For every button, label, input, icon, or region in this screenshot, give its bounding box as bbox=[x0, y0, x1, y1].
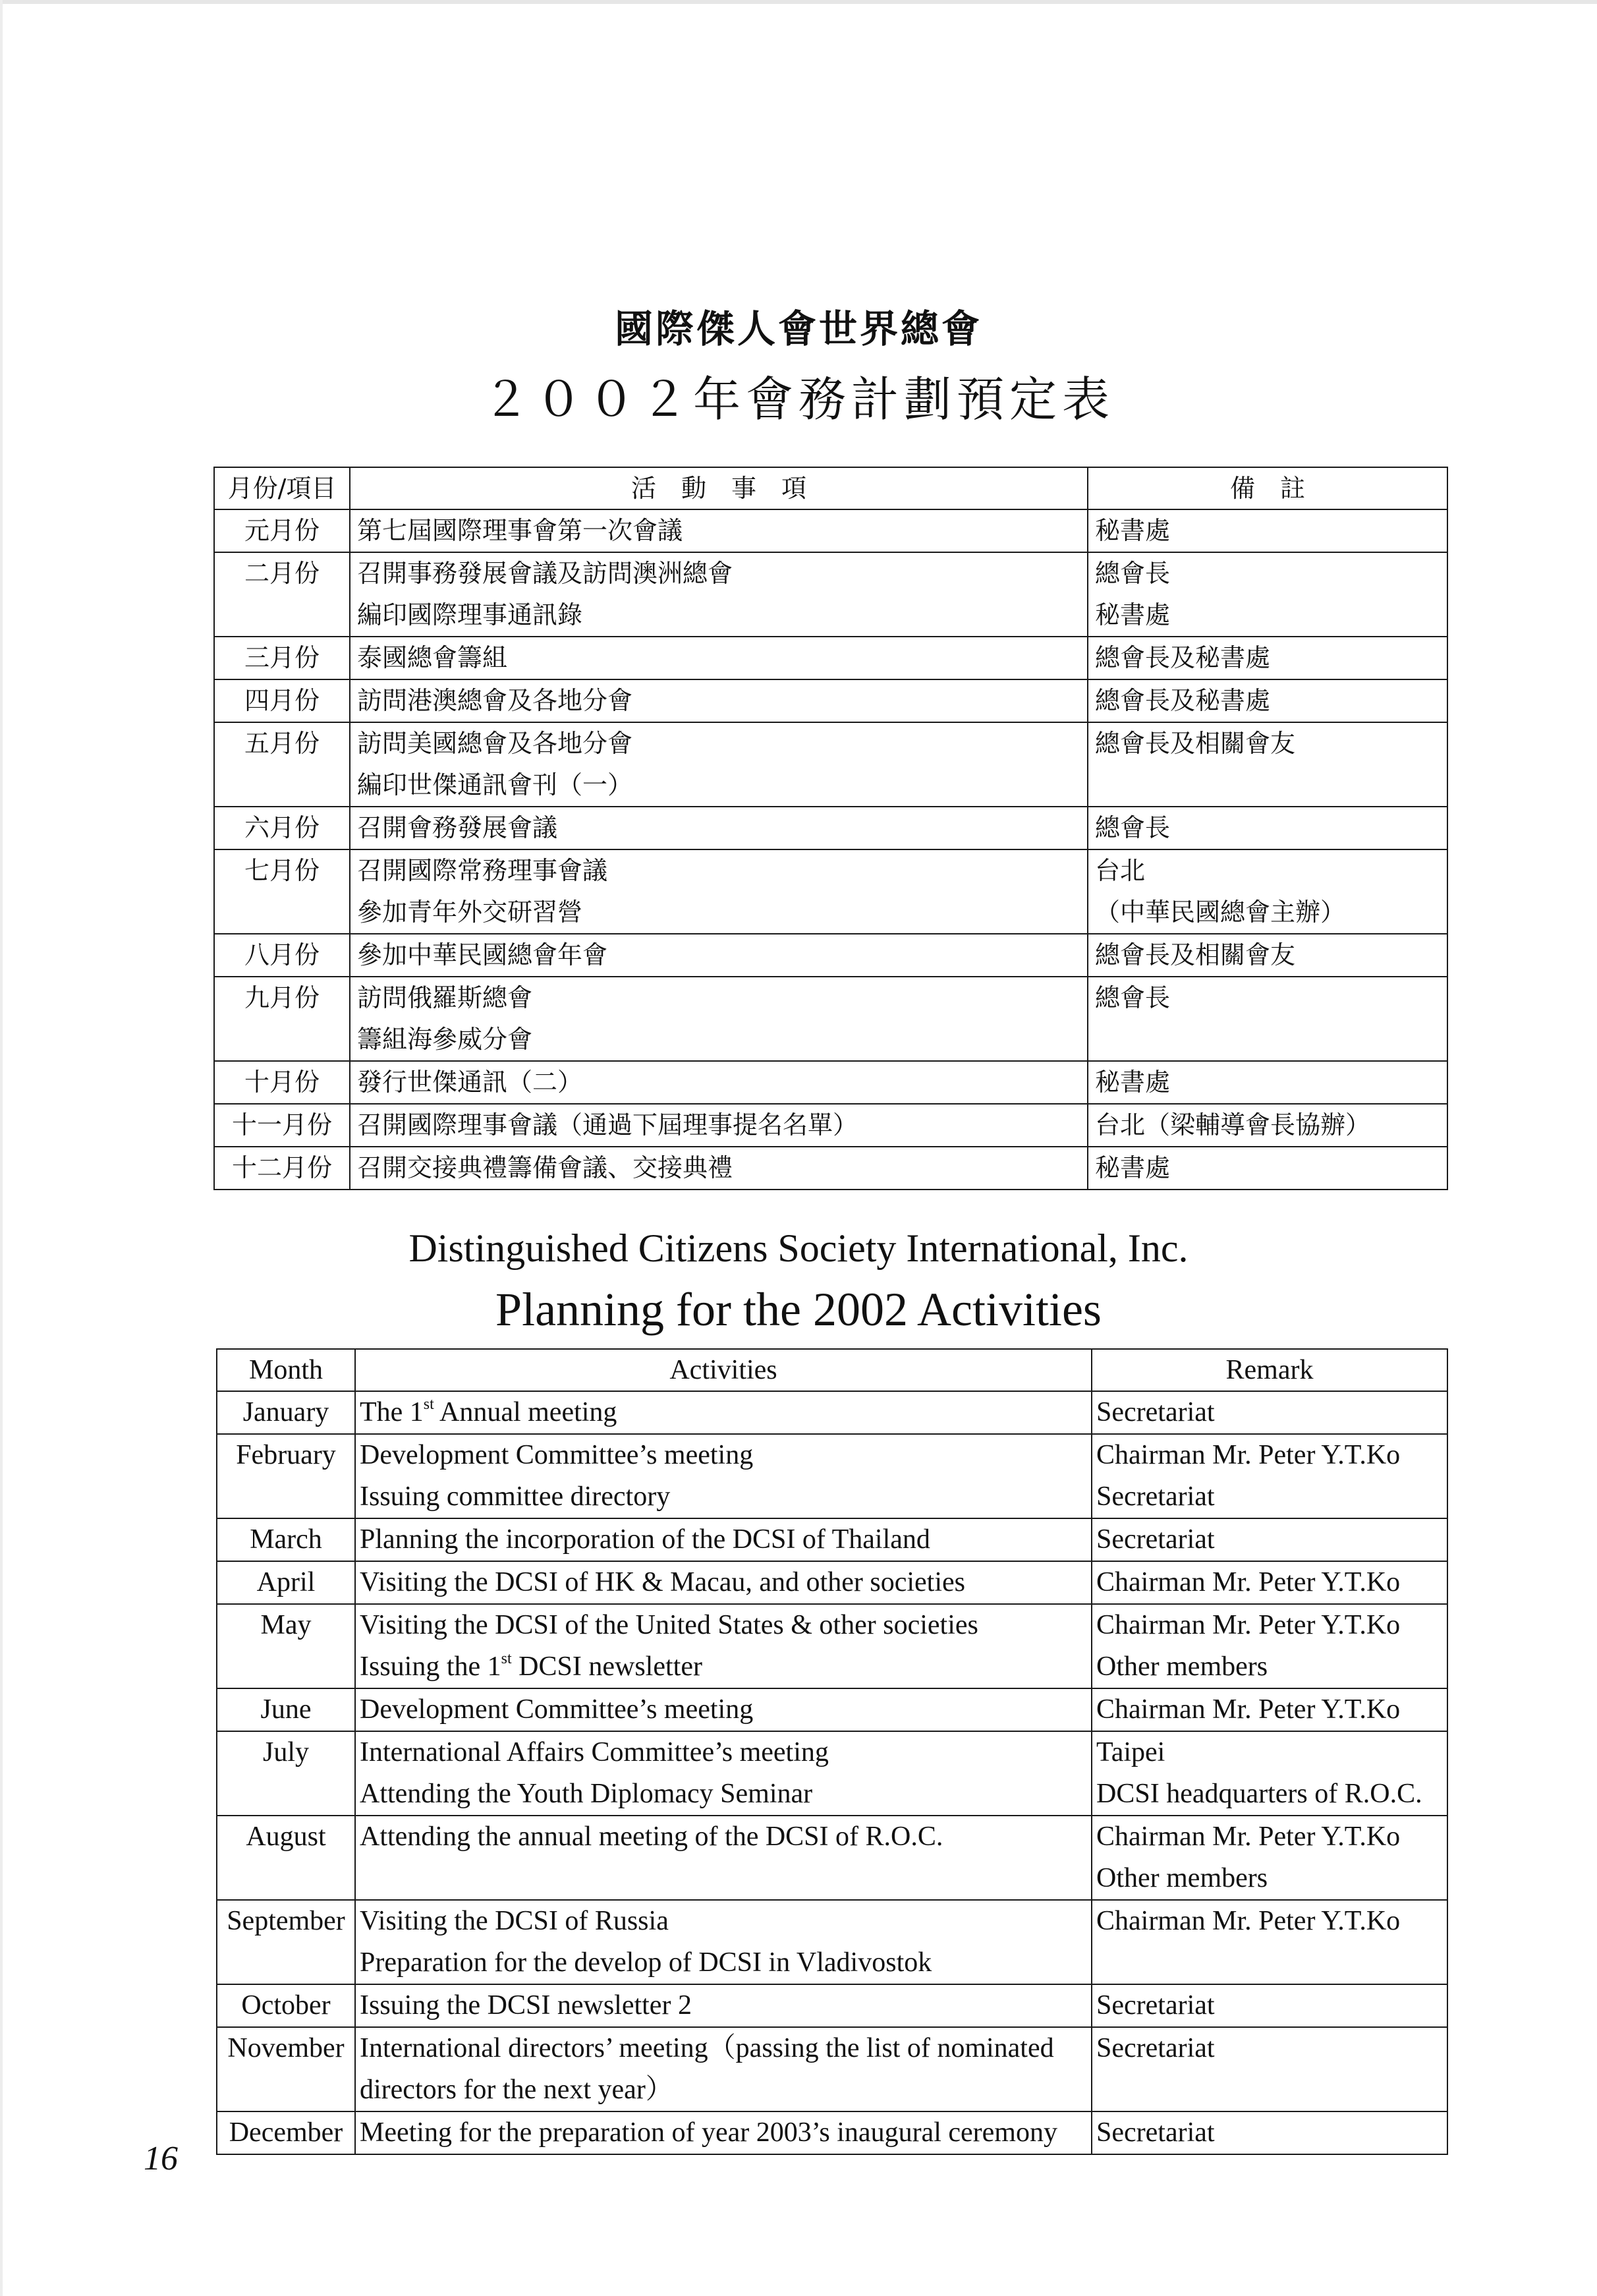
row-remark bbox=[1088, 977, 1447, 1061]
row-month: September bbox=[217, 1900, 355, 1984]
row-activities bbox=[350, 722, 1088, 807]
row-remark bbox=[1092, 1518, 1447, 1561]
remark-line: Other members bbox=[1096, 1863, 1268, 1893]
remark-line: （中華民國總會主辦） bbox=[1095, 898, 1346, 927]
remark-line: 總會長及相關會友 bbox=[1095, 729, 1296, 758]
row-remark bbox=[1092, 1731, 1447, 1816]
table-row bbox=[217, 1518, 1447, 1561]
row-activities bbox=[355, 1688, 1092, 1731]
remark-line bbox=[1096, 1942, 1447, 1984]
activity-line bbox=[360, 2112, 1091, 2154]
table-row bbox=[217, 2111, 1447, 2154]
ordinal-suffix: st bbox=[423, 1396, 434, 1413]
activity-line: 訪問俄羅斯總會 bbox=[357, 983, 533, 1012]
activity-line: 召開國際理事會議（通過下屆理事提名名單） bbox=[357, 1110, 858, 1139]
row-month: August bbox=[217, 1816, 355, 1900]
row-month: April bbox=[217, 1561, 355, 1604]
activity-text: Attending the Youth Diplomacy Seminar bbox=[360, 1779, 813, 1809]
activity-text: Issuing the 1 bbox=[360, 1651, 501, 1682]
row-month: May bbox=[217, 1604, 355, 1688]
remark-line bbox=[1095, 764, 1447, 806]
activity-text: Development Committee’s meeting bbox=[360, 1440, 754, 1470]
header-month: 月份/項目 bbox=[214, 467, 350, 509]
row-remark bbox=[1088, 509, 1447, 552]
row-month: December bbox=[217, 2111, 355, 2154]
remark-line: DCSI headquarters of R.O.C. bbox=[1096, 1779, 1422, 1809]
row-remark bbox=[1088, 1061, 1447, 1104]
activity-line bbox=[360, 1901, 1091, 1942]
table-row bbox=[217, 1561, 1447, 1604]
remark-line: Secretariat bbox=[1096, 1990, 1215, 2021]
activity-line: 召開會務發展會議 bbox=[357, 813, 558, 842]
row-remark bbox=[1092, 1391, 1447, 1434]
activity-text: International directors’ meeting（passing the list of nominated bbox=[360, 2033, 1054, 2063]
row-activities bbox=[355, 1391, 1092, 1434]
table-row bbox=[214, 1104, 1447, 1147]
row-remark bbox=[1092, 2111, 1447, 2154]
row-month: 二月份 bbox=[214, 552, 350, 637]
table-row bbox=[217, 1391, 1447, 1434]
chinese-plan-title: ２００２年會務計劃預定表 bbox=[482, 372, 1115, 427]
row-month: February bbox=[217, 1434, 355, 1518]
remark-line: 總會長及秘書處 bbox=[1095, 686, 1271, 715]
scan-top-edge bbox=[0, 0, 1597, 4]
header-remark: 備 註 bbox=[1088, 467, 1447, 509]
remark-line: 秘書處 bbox=[1095, 1068, 1171, 1097]
activity-line: 召開事務發展會議及訪問澳洲總會 bbox=[357, 559, 733, 588]
activity-text: directors for the next year） bbox=[360, 2075, 673, 2105]
activity-line bbox=[360, 1435, 1091, 1476]
activity-text: Visiting the DCSI of the United States & other societies bbox=[360, 1610, 978, 1640]
header-activities: 活 動 事 項 bbox=[350, 467, 1088, 509]
table-row bbox=[217, 1731, 1447, 1816]
row-remark bbox=[1088, 637, 1447, 679]
remark-line: 總會長 bbox=[1095, 559, 1171, 588]
activity-line: 參加青年外交研習營 bbox=[357, 898, 583, 927]
row-month: 八月份 bbox=[214, 934, 350, 977]
activity-line bbox=[360, 1858, 1091, 1899]
row-activities bbox=[350, 637, 1088, 679]
table-row bbox=[217, 1604, 1447, 1688]
activity-line bbox=[360, 1605, 1091, 1646]
row-month: March bbox=[217, 1518, 355, 1561]
row-remark bbox=[1092, 1434, 1447, 1518]
activity-line: 訪問美國總會及各地分會 bbox=[357, 729, 633, 758]
table-row bbox=[217, 1984, 1447, 2027]
row-activities bbox=[355, 1731, 1092, 1816]
remark-line: 秘書處 bbox=[1095, 516, 1171, 545]
activity-text: Issuing the DCSI newsletter 2 bbox=[360, 1990, 692, 2021]
row-month: 七月份 bbox=[214, 849, 350, 934]
row-remark bbox=[1092, 1688, 1447, 1731]
table-row bbox=[214, 509, 1447, 552]
row-activities bbox=[355, 2111, 1092, 2154]
row-remark bbox=[1088, 679, 1447, 722]
activity-line bbox=[360, 1476, 1091, 1518]
row-activities bbox=[350, 849, 1088, 934]
remark-line: Chairman Mr. Peter Y.T.Ko bbox=[1096, 1906, 1401, 1936]
table-row bbox=[217, 2027, 1447, 2111]
remark-line: Chairman Mr. Peter Y.T.Ko bbox=[1096, 1567, 1401, 1597]
row-activities bbox=[355, 1561, 1092, 1604]
row-remark bbox=[1088, 849, 1447, 934]
remark-line: 台北（梁輔導會長協辦） bbox=[1095, 1110, 1371, 1139]
row-month: 九月份 bbox=[214, 977, 350, 1061]
row-remark bbox=[1092, 1984, 1447, 2027]
row-month: 三月份 bbox=[214, 637, 350, 679]
row-activities bbox=[350, 1061, 1088, 1104]
activity-line bbox=[360, 1942, 1091, 1984]
row-month: 四月份 bbox=[214, 679, 350, 722]
activity-line bbox=[360, 1985, 1091, 2026]
header-activities: Activities bbox=[355, 1349, 1092, 1391]
activity-line: 泰國總會籌組 bbox=[357, 643, 508, 672]
row-activities bbox=[350, 807, 1088, 849]
table-row bbox=[214, 1147, 1447, 1190]
row-remark bbox=[1092, 1561, 1447, 1604]
row-remark bbox=[1088, 552, 1447, 637]
ordinal-suffix: st bbox=[501, 1650, 512, 1667]
remark-line: 秘書處 bbox=[1095, 1153, 1171, 1182]
activity-line bbox=[360, 1773, 1091, 1815]
activity-line: 召開國際常務理事會議 bbox=[357, 856, 608, 885]
row-activities bbox=[350, 934, 1088, 977]
activity-line bbox=[360, 2069, 1091, 2111]
activity-text: Preparation for the develop of DCSI in Vladivostok bbox=[360, 1947, 932, 1978]
row-month: January bbox=[217, 1391, 355, 1434]
activity-line: 召開交接典禮籌備會議、交接典禮 bbox=[357, 1153, 733, 1182]
activity-text: Visiting the DCSI of Russia bbox=[360, 1906, 669, 1936]
remark-line: Taipei bbox=[1096, 1737, 1165, 1767]
activity-text: Planning the incorporation of the DCSI of Thailand bbox=[360, 1524, 930, 1555]
row-remark bbox=[1092, 1604, 1447, 1688]
table-row bbox=[214, 679, 1447, 722]
table-row bbox=[214, 1061, 1447, 1104]
row-activities bbox=[355, 1518, 1092, 1561]
chinese-organization-title: 國際傑人會世界總會 bbox=[614, 306, 982, 351]
remark-line: Secretariat bbox=[1096, 1524, 1215, 1555]
row-activities bbox=[350, 1104, 1088, 1147]
row-remark bbox=[1088, 807, 1447, 849]
remark-line: 總會長 bbox=[1095, 813, 1171, 842]
activity-line bbox=[360, 1519, 1091, 1561]
chinese-activity-table bbox=[213, 467, 1448, 1190]
row-activities bbox=[350, 679, 1088, 722]
activity-line bbox=[360, 1689, 1091, 1731]
table-row bbox=[214, 934, 1447, 977]
row-month: 六月份 bbox=[214, 807, 350, 849]
row-remark bbox=[1088, 934, 1447, 977]
row-remark bbox=[1092, 2027, 1447, 2111]
activity-text: Issuing committee directory bbox=[360, 1481, 671, 1512]
activity-line: 參加中華民國總會年會 bbox=[357, 940, 608, 969]
activity-line: 第七屆國際理事會第一次會議 bbox=[357, 516, 683, 545]
header-remark: Remark bbox=[1092, 1349, 1447, 1391]
activity-text: DCSI newsletter bbox=[511, 1651, 702, 1682]
page-number: 16 bbox=[144, 2140, 178, 2177]
table-row bbox=[217, 1434, 1447, 1518]
row-month: November bbox=[217, 2027, 355, 2111]
chinese-table-body bbox=[214, 509, 1447, 1190]
table-row bbox=[217, 1688, 1447, 1731]
row-month: 五月份 bbox=[214, 722, 350, 807]
activity-line: 編印國際理事通訊錄 bbox=[357, 600, 583, 629]
activity-text: The 1 bbox=[360, 1397, 424, 1427]
row-month: July bbox=[217, 1731, 355, 1816]
row-activities bbox=[350, 1147, 1088, 1190]
english-organization-title: Distinguished Citizens Society International, Inc. bbox=[408, 1226, 1189, 1270]
activity-line bbox=[360, 1732, 1091, 1773]
remark-line: Secretariat bbox=[1096, 2033, 1215, 2063]
row-activities bbox=[355, 1434, 1092, 1518]
remark-line: Chairman Mr. Peter Y.T.Ko bbox=[1096, 1694, 1401, 1725]
remark-line: Chairman Mr. Peter Y.T.Ko bbox=[1096, 1822, 1401, 1852]
row-month: 十月份 bbox=[214, 1061, 350, 1104]
table-row bbox=[214, 977, 1447, 1061]
remark-line: Secretariat bbox=[1096, 1397, 1215, 1427]
activity-text: Annual meeting bbox=[434, 1397, 617, 1427]
table-row bbox=[214, 849, 1447, 934]
table-row bbox=[214, 722, 1447, 807]
row-month: 十一月份 bbox=[214, 1104, 350, 1147]
english-plan-title: Planning for the 2002 Activities bbox=[495, 1283, 1102, 1336]
row-month: 十二月份 bbox=[214, 1147, 350, 1190]
activity-line bbox=[360, 1646, 1091, 1688]
row-activities bbox=[355, 1604, 1092, 1688]
activity-line: 籌組海參威分會 bbox=[357, 1025, 533, 1054]
activity-line bbox=[360, 1392, 1091, 1433]
row-activities bbox=[355, 2027, 1092, 2111]
remark-line: Secretariat bbox=[1096, 2117, 1215, 2148]
activity-text: Meeting for the preparation of year 2003’s inaugural ceremony bbox=[360, 2117, 1057, 2148]
english-table-body bbox=[217, 1391, 1447, 2154]
activity-line bbox=[360, 1816, 1091, 1858]
remark-line: Secretariat bbox=[1096, 1481, 1215, 1512]
row-month: October bbox=[217, 1984, 355, 2027]
table-row bbox=[214, 552, 1447, 637]
activity-text: Attending the annual meeting of the DCSI of R.O.C. bbox=[360, 1822, 943, 1852]
remark-line: Chairman Mr. Peter Y.T.Ko bbox=[1096, 1610, 1401, 1640]
row-remark bbox=[1088, 722, 1447, 807]
row-month: 元月份 bbox=[214, 509, 350, 552]
row-month: June bbox=[217, 1688, 355, 1731]
row-remark bbox=[1092, 1900, 1447, 1984]
activity-line bbox=[360, 2028, 1091, 2069]
table-row bbox=[214, 637, 1447, 679]
row-remark bbox=[1088, 1147, 1447, 1190]
remark-line bbox=[1096, 2069, 1447, 2111]
remark-line: 台北 bbox=[1095, 856, 1146, 885]
activity-line: 訪問港澳總會及各地分會 bbox=[357, 686, 633, 715]
table-row bbox=[217, 1816, 1447, 1900]
remark-line: 總會長及相關會友 bbox=[1095, 940, 1296, 969]
row-remark bbox=[1092, 1816, 1447, 1900]
activity-text: Development Committee’s meeting bbox=[360, 1694, 754, 1725]
table-row bbox=[217, 1900, 1447, 1984]
row-activities bbox=[350, 552, 1088, 637]
row-activities bbox=[350, 977, 1088, 1061]
row-remark bbox=[1088, 1104, 1447, 1147]
english-activity-table bbox=[216, 1348, 1448, 2155]
activity-line: 發行世傑通訊（二） bbox=[357, 1068, 583, 1097]
activity-line bbox=[360, 1562, 1091, 1603]
activity-line: 編印世傑通訊會刊（一） bbox=[357, 770, 633, 799]
remark-line: 總會長 bbox=[1095, 983, 1171, 1012]
table-row bbox=[214, 807, 1447, 849]
table-header-row bbox=[214, 467, 1447, 509]
table-header-row bbox=[217, 1349, 1447, 1391]
remark-line: 秘書處 bbox=[1095, 600, 1171, 629]
remark-line bbox=[1095, 1019, 1447, 1060]
activity-text: International Affairs Committee’s meeting bbox=[360, 1737, 829, 1767]
activity-text: Visiting the DCSI of HK & Macau, and other societies bbox=[360, 1567, 965, 1597]
row-activities bbox=[355, 1816, 1092, 1900]
remark-line: Chairman Mr. Peter Y.T.Ko bbox=[1096, 1440, 1401, 1470]
row-activities bbox=[350, 509, 1088, 552]
remark-line: Other members bbox=[1096, 1651, 1268, 1682]
row-activities bbox=[355, 1984, 1092, 2027]
header-month: Month bbox=[217, 1349, 355, 1391]
remark-line: 總會長及秘書處 bbox=[1095, 643, 1271, 672]
row-activities bbox=[355, 1900, 1092, 1984]
